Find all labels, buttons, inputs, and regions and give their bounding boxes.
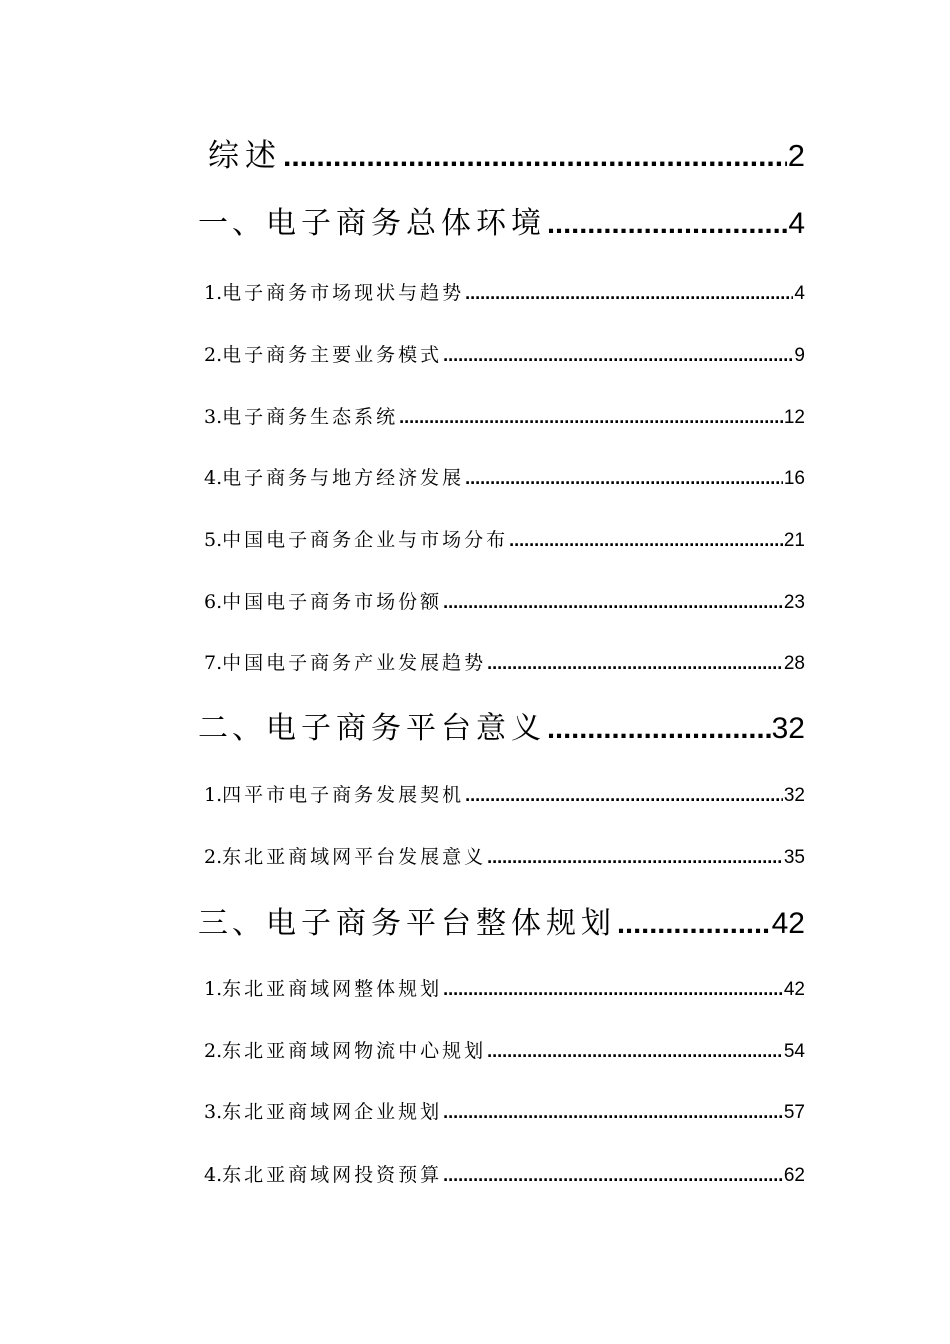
toc-page-number: 9 (794, 345, 805, 366)
toc-entry-number: 4. (204, 467, 223, 489)
dot-leader (443, 1102, 783, 1123)
toc-entry-number: 3. (204, 1101, 223, 1123)
toc-entry-section[interactable] (204, 402, 805, 429)
toc-entry-title: 电子商务生态系统 (222, 406, 399, 428)
toc-page-number: 4 (788, 207, 805, 240)
dot-leader (283, 140, 787, 174)
toc-page-number: 32 (783, 785, 805, 806)
toc-entry-section[interactable] (204, 525, 805, 552)
toc-entry-number: 三、 (198, 906, 266, 941)
toc-entry-summary[interactable] (208, 130, 805, 175)
toc-entry-title: 东北亚商域网整体规划 (222, 978, 443, 1000)
toc-entry-chapter-2[interactable] (198, 703, 805, 747)
dot-leader (465, 785, 783, 806)
toc-page-number: 42 (771, 907, 805, 940)
toc-entry-title: 电子商务市场现状与趋势 (222, 282, 465, 304)
toc-page-number: 16 (783, 468, 805, 489)
dot-leader (443, 345, 793, 366)
toc-entry-title: 东北亚商域网投资预算 (222, 1164, 443, 1186)
toc-entry-number: 1. (204, 784, 223, 806)
dot-leader (547, 713, 771, 746)
dot-leader (443, 979, 783, 1000)
toc-entry-title: 综述 (208, 138, 282, 174)
toc-entry-title: 电子商务平台意义 (266, 711, 546, 746)
toc-entry-section[interactable] (204, 1160, 805, 1187)
toc-entry-section[interactable] (204, 463, 805, 490)
toc-entry-section[interactable] (204, 780, 805, 807)
toc-entry-title: 电子商务总体环境 (266, 206, 546, 241)
toc-entry-title: 电子商务平台整体规划 (266, 906, 616, 941)
dot-leader (465, 468, 783, 489)
toc-entry-section[interactable] (204, 648, 805, 675)
dot-leader (487, 1041, 783, 1062)
toc-entry-chapter-1[interactable] (198, 198, 805, 242)
toc-entry-title: 中国电子商务产业发展趋势 (222, 652, 487, 674)
toc-entry-chapter-3[interactable] (198, 898, 805, 942)
toc-page-number: 54 (783, 1041, 805, 1062)
dot-leader (617, 908, 771, 941)
dot-leader (547, 208, 787, 241)
toc-page-number: 2 (787, 138, 805, 173)
toc-entry-title: 电子商务与地方经济发展 (222, 467, 465, 489)
toc-entry-number: 1. (204, 978, 223, 1000)
toc-entry-title: 四平市电子商务发展契机 (222, 784, 465, 806)
toc-entry-section[interactable] (204, 340, 805, 367)
toc-entry-section[interactable] (204, 842, 805, 869)
toc-page-number: 42 (783, 979, 805, 1000)
toc-page-number: 21 (783, 530, 805, 551)
toc-entry-number: 3. (204, 406, 223, 428)
toc-page-number: 12 (783, 407, 805, 428)
dot-leader (443, 592, 783, 613)
toc-entry-number: 4. (204, 1164, 223, 1186)
toc-entry-title: 东北亚商域网企业规划 (222, 1101, 443, 1123)
toc-entry-title: 东北亚商域网物流中心规划 (222, 1040, 487, 1062)
toc-entry-title: 中国电子商务市场份额 (222, 591, 443, 613)
toc-entry-number: 1. (204, 282, 223, 304)
toc-entry-number: 6. (204, 591, 223, 613)
toc-page-number: 35 (783, 847, 805, 868)
toc-entry-number: 7. (204, 652, 223, 674)
toc-page-number: 62 (783, 1165, 805, 1186)
toc-page-number: 4 (794, 283, 805, 304)
toc-page-number: 57 (783, 1102, 805, 1123)
toc-page-number: 23 (783, 592, 805, 613)
toc-entry-number: 2. (204, 1040, 223, 1062)
toc-entry-number: 二、 (198, 711, 266, 746)
toc-entry-number: 5. (204, 529, 223, 551)
toc-entry-title: 东北亚商域网平台发展意义 (222, 846, 487, 868)
toc-entry-number: 2. (204, 846, 223, 868)
dot-leader (399, 407, 783, 428)
toc-entry-section[interactable] (204, 278, 805, 305)
dot-leader (509, 530, 783, 551)
dot-leader (465, 283, 793, 304)
dot-leader (443, 1165, 783, 1186)
toc-entry-title: 中国电子商务企业与市场分布 (222, 529, 509, 551)
toc-entry-section[interactable] (204, 587, 805, 614)
toc-entry-section[interactable] (204, 974, 805, 1001)
toc-entry-section[interactable] (204, 1036, 805, 1063)
toc-page-number: 32 (771, 712, 805, 745)
toc-entry-title: 电子商务主要业务模式 (222, 344, 443, 366)
dot-leader (487, 653, 783, 674)
dot-leader (487, 847, 783, 868)
toc-page-number: 28 (783, 653, 805, 674)
toc-entry-number: 2. (204, 344, 223, 366)
toc-entry-section[interactable] (204, 1097, 805, 1124)
toc-entry-number: 一、 (198, 206, 266, 241)
